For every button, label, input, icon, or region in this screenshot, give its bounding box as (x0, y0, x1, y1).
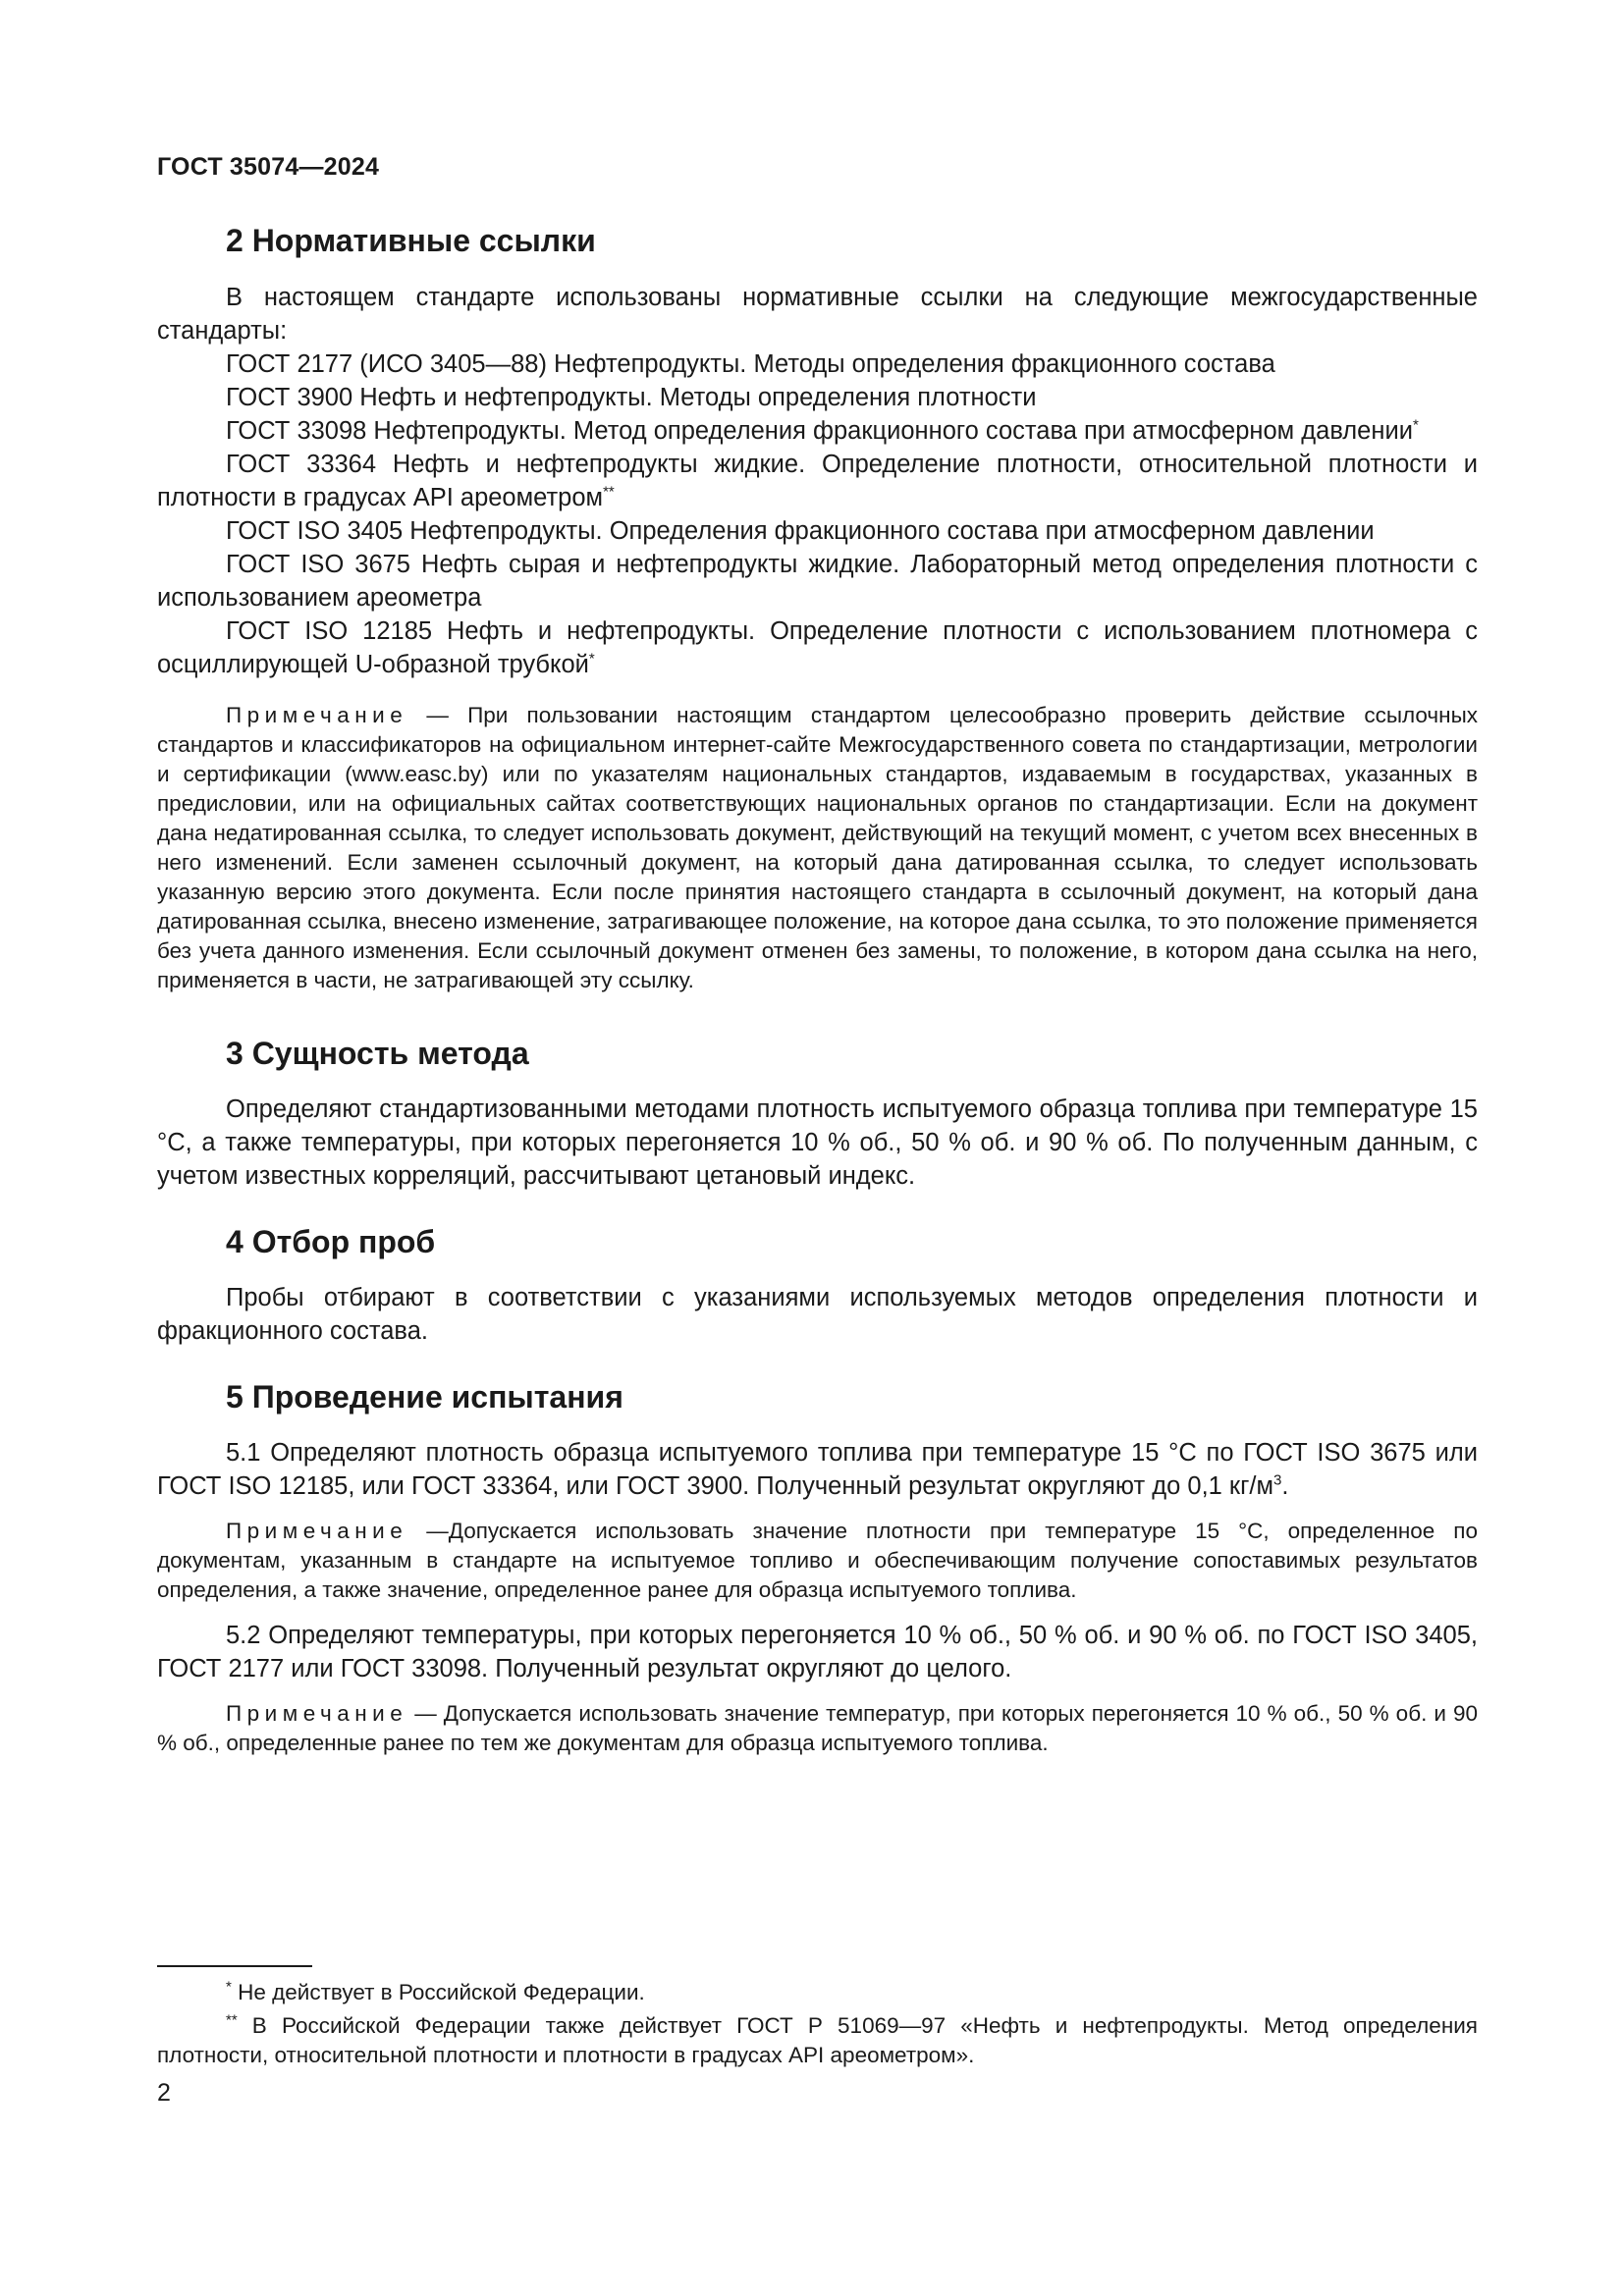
section-5-1-text: 5.1 Определяют плотность образца испытуемого топлива при температуре 15 °C по ГОСТ ISO 3675 или ГОСТ ISO 12185, или ГОСТ 33364, или ГОСТ 3900. Полученный результат округляют до 0,1 $кг/м^3$. (157, 1439, 1478, 1500)
section-4-text: Пробы отбирают в соответствии с указаниями используемых методов определения плотности и фракционного состава. (157, 1284, 1478, 1345)
document-header: ГОСТ 35074—2024 (157, 153, 380, 181)
footnote-divider (157, 1965, 312, 1967)
note-label: Примечание (226, 1701, 408, 1726)
page-number: 2 (157, 2079, 171, 2107)
section-2-heading: 2 Нормативные ссылки (226, 223, 596, 258)
footnote-item: ** В Российской Федерации также действует ГОСТ Р 51069—97 «Нефть и нефтепродукты. Метод определения плотности, относительной плотности и плотности в градусах API ареометром». (157, 2011, 1478, 2067)
reference-item: ГОСТ ISO 3675 Нефть сырая и нефтепродукты жидкие. Лабораторный метод определения плотности с использованием ареометра (157, 551, 1478, 612)
reference-item: ГОСТ ISO 3405 Нефтепродукты. Определения фракционного состава при атмосферном давлении (226, 517, 1375, 545)
section-5-2-text: 5.2 Определяют температуры, при которых перегоняется 10 % об., 50 % об. и 90 % об. по ГОСТ ISO 3405, ГОСТ 2177 или ГОСТ 33098. Полученный результат округляют до целого. (157, 1622, 1478, 1682)
section-4-heading: 4 Отбор проб (226, 1224, 436, 1259)
section-5-heading: 5 Проведение испытания (226, 1379, 623, 1415)
reference-item: ГОСТ ISO 12185 Нефть и нефтепродукты. Определение плотности с использованием плотномера с осциллирующей U-образной трубкой* (157, 617, 1478, 678)
note-label: Примечание (226, 1519, 408, 1543)
section-2-note (157, 701, 1478, 995)
section-5-1-note (157, 1517, 1478, 1605)
reference-item: ГОСТ 3900 Нефть и нефтепродукты. Методы определения плотности (226, 384, 1037, 411)
note-text: — При пользовании настоящим стандартом целесообразно проверить действие ссылочных стандартов и классификаторов на официальном интернет-сайте Межгосударственного совета по стандартизации, метрологии и сертификации (www.easc.by) или по указателям национальных стандартов, издаваемым в государствах, указанных в предисловии, или на официальных сайтах соответствующих национальных органов по стандартизации. Если на документ дана недатированная ссылка, то следует использовать документ, действующий на текущий момент, с учетом всех внесенных в него изменений. Если заменен ссылочный документ, на который дана датированная ссылка, то следует использовать указанную версию этого документа. Если после принятия настоящего стандарта в ссылочный документ, на который дана датированная ссылка, внесено изменение, затрагивающее положение, на которое дана ссылка, то это положение применяется без учета данного изменения. Если ссылочный документ отменен без замены, то положение, в котором дана ссылка на него, применяется в части, не затрагивающей эту ссылку. (157, 703, 1478, 992)
note-text: —Допускается использовать значение плотности при температуре 15 °C, определенное по документам, указанным в стандарте на испытуемое топливо и обеспечивающим получение сопоставимых результатов определения, а также значение, определенное ранее для образца испытуемого топлива. (157, 1519, 1478, 1602)
reference-item: ГОСТ 2177 (ИСО 3405—88) Нефтепродукты. Методы определения фракционного состава (226, 350, 1275, 378)
footnotes (157, 1978, 1478, 2070)
note-label: Примечание (226, 703, 408, 727)
section-2-intro: В настоящем стандарте использованы нормативные ссылки на следующие межгосударственные стандарты: (157, 284, 1478, 345)
main-content (157, 221, 1478, 1758)
footnote-item: * Не действует в Российской Федерации. (226, 1978, 645, 2004)
reference-item: ГОСТ 33364 Нефть и нефтепродукты жидкие. Определение плотности, относительной плотности и плотности в градусах API ареометром** (157, 451, 1478, 511)
section-5-2-note (157, 1699, 1478, 1758)
section-3-text: Определяют стандартизованными методами плотность испытуемого образца топлива при температуре 15 °C, а также температуры, при которых перегоняется 10 % об., 50 % об. и 90 % об. По полученным данным, с учетом известных корреляций, рассчитывают цетановый индекс. (157, 1095, 1478, 1190)
reference-item: ГОСТ 33098 Нефтепродукты. Метод определения фракционного состава при атмосферном давлении* (226, 416, 1419, 445)
section-3-heading: 3 Сущность метода (226, 1036, 529, 1071)
note-text: — Допускается использовать значение температур, при которых перегоняется 10 % об., 50 % об. и 90 % об., определенные ранее по тем же документам для образца испытуемого топлива. (157, 1701, 1478, 1755)
